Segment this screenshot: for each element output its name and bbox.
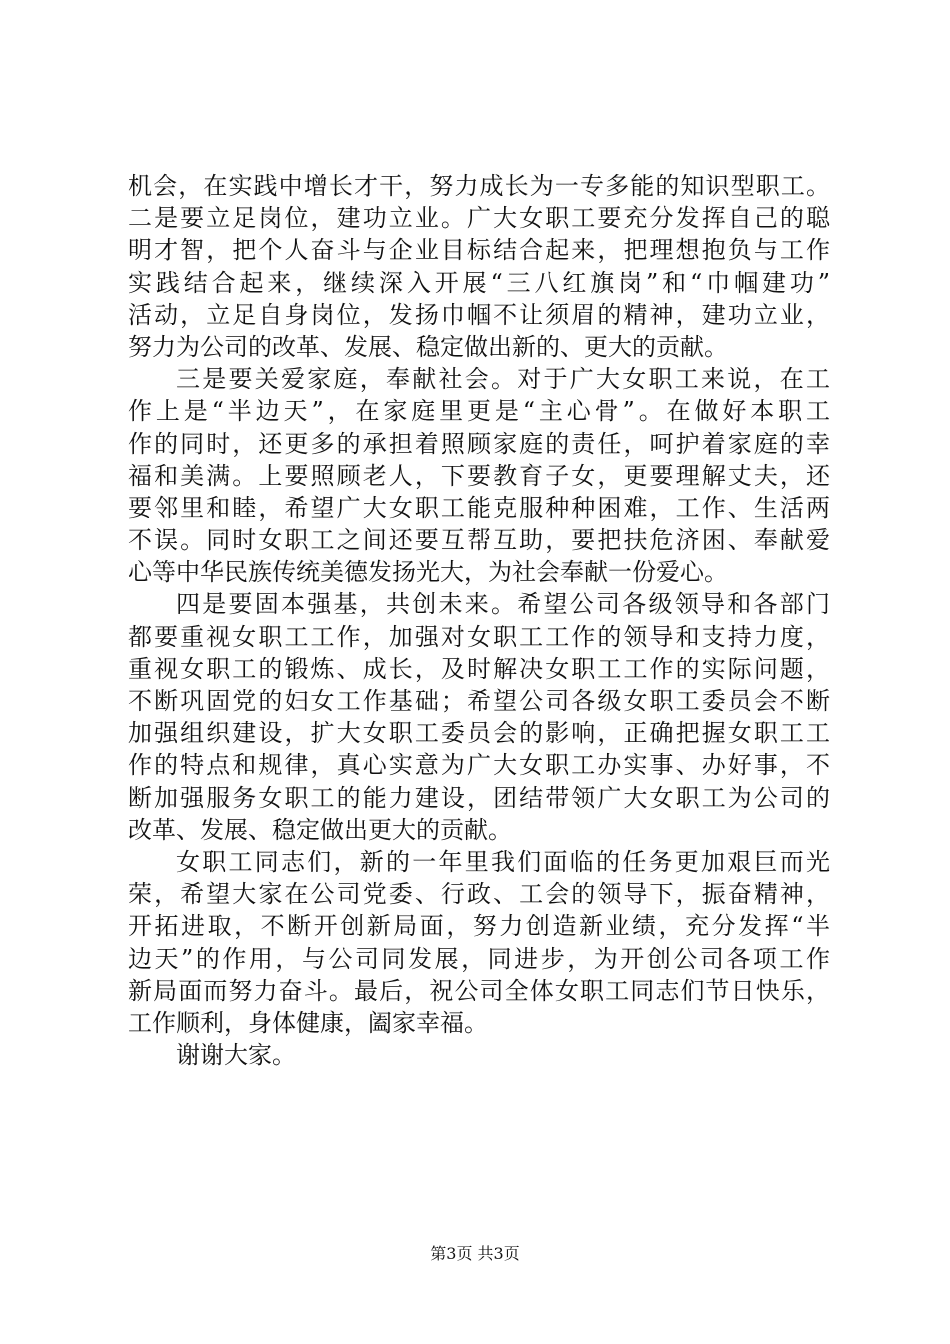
- text-line: 四是要固本强基，共创未来。希望公司各级领导和各部门: [176, 590, 830, 619]
- document-body: [128, 170, 830, 1071]
- text-line: 实践结合起来，继续深入开展“三八红旗岗”和“巾帼建功”: [128, 268, 830, 297]
- text-line: 活动，立足自身岗位，发扬巾帼不让须眉的精神，建功立业，: [128, 300, 830, 329]
- paragraph-four: [128, 588, 830, 846]
- text-line: 重视女职工的锻炼、成长，及时解决女职工工作的实际问题，: [128, 654, 830, 683]
- paragraph-closing: [128, 846, 830, 1039]
- text-line: 要邻里和睦，希望广大女职工能克服种种困难，工作、生活两: [128, 493, 830, 522]
- text-line: 作的同时，还更多的承担着照顾家庭的责任，呵护着家庭的幸: [128, 429, 830, 458]
- text-line: 作的特点和规律，真心实意为广大女职工办实事、办好事，不: [128, 751, 830, 780]
- text-line: 三是要关爱家庭，奉献社会。对于广大女职工来说，在工: [176, 365, 830, 394]
- text-line: 心等中华民族传统美德发扬光大，为社会奉献一份爱心。: [128, 558, 728, 587]
- text-line: 机会，在实践中增长才干，努力成长为一专多能的知识型职工。: [128, 172, 830, 200]
- text-line: 荣，希望大家在公司党委、行政、工会的领导下，振奋精神，: [128, 880, 830, 909]
- text-line: 谢谢大家。: [176, 1041, 296, 1070]
- text-line: 福和美满。上要照顾老人，下要教育子女，更要理解丈夫，还: [128, 461, 830, 490]
- text-line: 工作顺利，身体健康，阖家幸福。: [128, 1008, 488, 1037]
- text-line: 努力为公司的改革、发展、稳定做出新的、更大的贡献。: [128, 332, 728, 361]
- paragraph-continuation: [128, 170, 830, 363]
- text-line: 明才智，把个人奋斗与企业目标结合起来，把理想抱负与工作: [128, 236, 830, 265]
- text-line: 二是要立足岗位，建功立业。广大女职工要充分发挥自己的聪: [128, 204, 830, 233]
- text-line: 不误。同时女职工之间还要互帮互助，要把扶危济困、奉献爱: [128, 526, 830, 555]
- text-line: 开拓进取，不断开创新局面，努力创造新业绩，充分发挥“半: [128, 912, 830, 941]
- text-line: 断加强服务女职工的能力建设，团结带领广大女职工为公司的: [128, 783, 830, 812]
- text-line: 边天”的作用，与公司同发展，同进步，为开创公司各项工作: [128, 944, 830, 973]
- paragraph-thanks: [128, 1039, 830, 1071]
- text-line: 女职工同志们，新的一年里我们面临的任务更加艰巨而光: [176, 847, 830, 876]
- text-line: 作上是“半边天”，在家庭里更是“主心骨”。在做好本职工: [128, 397, 830, 426]
- text-line: 都要重视女职工工作，加强对女职工工作的领导和支持力度，: [128, 622, 830, 651]
- paragraph-three: [128, 363, 830, 588]
- text-line: 不断巩固党的妇女工作基础；希望公司各级女职工委员会不断: [128, 687, 830, 715]
- text-line: 加强组织建设，扩大女职工委员会的影响，正确把握女职工工: [128, 719, 830, 748]
- page-footer: 第3页 共3页: [430, 1244, 520, 1263]
- text-line: 改革、发展、稳定做出更大的贡献。: [128, 815, 512, 844]
- text-line: 新局面而努力奋斗。最后，祝公司全体女职工同志们节日快乐，: [128, 976, 830, 1005]
